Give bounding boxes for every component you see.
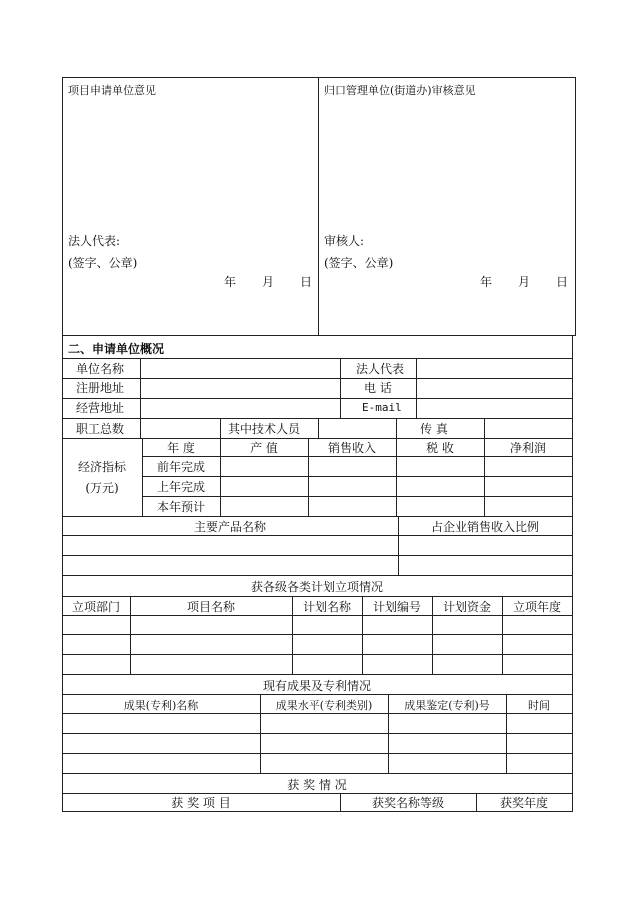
phone-label: 电 话 [364,381,392,395]
table-bottom-border [62,811,573,812]
awards-header-project: 获 奖 项 目 [171,796,231,810]
biz-address-label: 经营地址 [76,401,125,415]
reviewer-sign-note: (签字、公章) [324,256,394,270]
plans-header-plan-number: 计划编号 [372,600,421,614]
products-ratio-header: 占企业销售收入比例 [430,520,539,534]
applicant-date-month: 月 [262,275,275,289]
achievements-header-time: 时间 [528,699,550,712]
awards-header-award-level: 获奖名称等级 [371,796,444,810]
legal-rep-label: 法人代表 [356,362,405,376]
legal-rep-field[interactable] [417,359,571,378]
biz-address-field[interactable] [141,399,339,417]
plans-header-year: 立项年度 [512,600,561,614]
economic-header-tax: 税 收 [426,441,454,455]
plans-header-department: 立项部门 [71,600,120,614]
fax-label: 传 真 [420,422,448,436]
economic-header-year: 年 度 [167,441,195,455]
unit-name-field[interactable] [141,359,339,378]
opinion-box [62,77,576,336]
achievements-header-level: 成果水平(专利类别) [275,699,373,712]
reviewer-label: 审核人: [324,234,365,248]
reg-address-field[interactable] [141,379,339,398]
table-right-border [572,336,573,812]
plans-header-plan-name: 计划名称 [302,600,351,614]
economic-header-net-profit: 净利润 [509,441,546,455]
economic-row-year-before-last: 前年完成 [156,460,205,474]
products-name-header: 主要产品名称 [193,520,266,534]
applicant-date-day: 日 [300,275,313,289]
economic-row-last-year: 上年完成 [156,480,205,494]
economic-row-this-year: 本年预计 [156,500,205,514]
email-field[interactable] [417,399,571,417]
reviewer-date-year: 年 [480,275,493,289]
achievements-title: 现有成果及专利情况 [262,679,371,693]
plans-header-project-name: 项目名称 [186,600,235,614]
fax-field[interactable] [485,419,571,437]
awards-header-year: 获奖年度 [499,796,548,810]
economic-label-line1: 经济指标 [77,460,126,474]
opinion-divider [318,77,319,336]
economic-label-line2: (万元) [85,481,119,495]
applicant-date-year: 年 [224,275,237,289]
applicant-legal-rep-label: 法人代表: [68,234,121,248]
applicant-opinion-title: 项目申请单位意见 [68,84,156,97]
phone-field[interactable] [417,379,571,398]
total-staff-label: 职工总数 [76,422,125,436]
plans-header-plan-fund: 计划资金 [442,600,491,614]
applicant-sign-note: (签字、公章) [68,256,138,270]
total-staff-field[interactable] [141,419,219,437]
tech-staff-label: 其中技术人员 [228,422,301,436]
achievements-header-number: 成果鉴定(专利)号 [404,699,490,712]
section-title: 二、申请单位概况 [68,342,165,356]
economic-header-sales: 销售收入 [327,441,376,455]
table-left-border [62,336,63,812]
economic-header-output: 产 值 [250,441,278,455]
reviewer-opinion-title: 归口管理单位(街道办)审核意见 [324,84,476,97]
reg-address-label: 注册地址 [76,381,125,395]
unit-name-label: 单位名称 [76,362,125,376]
reviewer-date-month: 月 [518,275,531,289]
tech-staff-field[interactable] [319,419,395,437]
plans-title: 获各级各类计划立项情况 [250,580,383,594]
achievements-header-name: 成果(专利)名称 [123,699,199,712]
email-label: E-mail [362,401,402,414]
reviewer-date-day: 日 [556,275,569,289]
awards-title: 获 奖 情 况 [287,778,347,792]
